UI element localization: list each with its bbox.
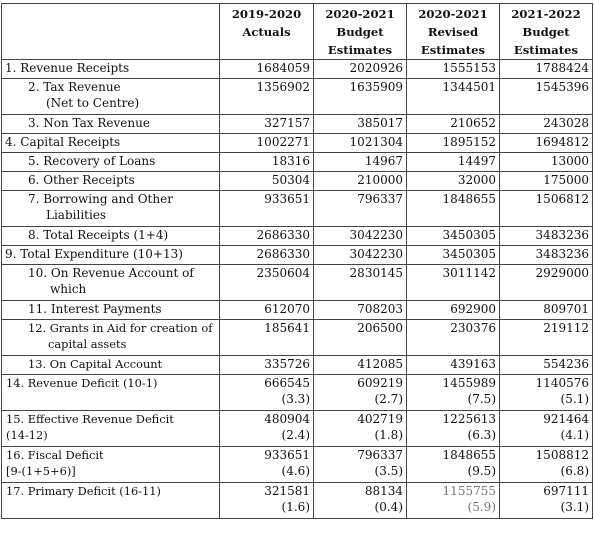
cell-value: 18316 — [220, 153, 314, 172]
cell-value: 1225613 (6.3) — [407, 411, 500, 447]
table-row-other-receipts — [2, 172, 593, 191]
cell-value: 1545396 — [500, 79, 593, 115]
table-row-recovery-of-loans — [2, 153, 593, 172]
cell-value: 335726 — [220, 356, 314, 375]
header-blank-cell — [2, 4, 220, 60]
cell-value: 439163 — [407, 356, 500, 375]
table-row-capital-account — [2, 356, 593, 375]
table-row-interest-payments — [2, 301, 593, 320]
cell-value: 708203 — [314, 301, 407, 320]
table-row-capital-receipts — [2, 134, 593, 153]
cell-value: 13000 — [500, 153, 593, 172]
cell-value: 2686330 — [220, 246, 314, 265]
cell-value: 1848655 — [407, 191, 500, 227]
cell-value: 3042230 — [314, 227, 407, 246]
table-row-tax-revenue — [2, 79, 593, 115]
header-cell-actuals-2019-2020: 2019-2020 Actuals — [220, 4, 314, 60]
table-row-fiscal-deficit — [2, 447, 593, 483]
budget-table — [1, 3, 593, 519]
cell-value: 14967 — [314, 153, 407, 172]
table-row-primary-deficit — [2, 483, 593, 519]
cell-value: 219112 — [500, 320, 593, 356]
cell-value: 609219 (2.7) — [314, 375, 407, 411]
cell-value: 1508812 (6.8) — [500, 447, 593, 483]
cell-value: 480904 (2.4) — [220, 411, 314, 447]
cell-value: 1555153 — [407, 60, 500, 79]
header-cell-budget-2020-2021: 2020-2021 Budget Estimates — [314, 4, 407, 60]
cell-value: 1344501 — [407, 79, 500, 115]
cell-value: 1895152 — [407, 134, 500, 153]
cell-value: 402719 (1.8) — [314, 411, 407, 447]
row-label: 7. Borrowing and Other Liabilities — [2, 191, 220, 227]
cell-value: 175000 — [500, 172, 593, 191]
table-row-grants-in-aid — [2, 320, 593, 356]
cell-value: 1021304 — [314, 134, 407, 153]
cell-value: 796337 — [314, 191, 407, 227]
cell-value: 1788424 — [500, 60, 593, 79]
cell-value: 1002271 — [220, 134, 314, 153]
cell-value: 1455989 (7.5) — [407, 375, 500, 411]
table-row-borrowing — [2, 191, 593, 227]
cell-value: 697111 (3.1) — [500, 483, 593, 519]
cell-value: 666545 (3.3) — [220, 375, 314, 411]
cell-value: 612070 — [220, 301, 314, 320]
cell-value: 32000 — [407, 172, 500, 191]
cell-value: 1155755 (5.9) — [407, 483, 500, 519]
cell-value: 1356902 — [220, 79, 314, 115]
cell-value: 2686330 — [220, 227, 314, 246]
cell-value: 3483236 — [500, 246, 593, 265]
table-row-effective-revenue-deficit — [2, 411, 593, 447]
cell-value: 1635909 — [314, 79, 407, 115]
cell-value: 385017 — [314, 115, 407, 134]
cell-value: 327157 — [220, 115, 314, 134]
row-label: 13. On Capital Account — [2, 356, 220, 375]
row-label: 8. Total Receipts (1+4) — [2, 227, 220, 246]
cell-value: 88134 (0.4) — [314, 483, 407, 519]
cell-value: 210000 — [314, 172, 407, 191]
table-row-total-expenditure — [2, 246, 593, 265]
table-row-revenue-deficit — [2, 375, 593, 411]
cell-value: 321581 (1.6) — [220, 483, 314, 519]
header-cell-budget-2021-2022: 2021-2022 Budget Estimates — [500, 4, 593, 60]
row-label: 1. Revenue Receipts — [2, 60, 220, 79]
row-label: 15. Effective Revenue Deficit (14-12) — [2, 411, 220, 447]
cell-value: 3450305 — [407, 227, 500, 246]
row-label: 6. Other Receipts — [2, 172, 220, 191]
cell-value: 2929000 — [500, 265, 593, 301]
cell-value: 1140576 (5.1) — [500, 375, 593, 411]
cell-value: 2830145 — [314, 265, 407, 301]
cell-value: 1684059 — [220, 60, 314, 79]
table-row-non-tax-revenue — [2, 115, 593, 134]
cell-value: 3011142 — [407, 265, 500, 301]
table-row-revenue-account — [2, 265, 593, 301]
cell-value: 14497 — [407, 153, 500, 172]
row-label: 11. Interest Payments — [2, 301, 220, 320]
cell-value: 2350604 — [220, 265, 314, 301]
cell-value: 3450305 — [407, 246, 500, 265]
cell-value: 185641 — [220, 320, 314, 356]
row-label: 9. Total Expenditure (10+13) — [2, 246, 220, 265]
cell-value: 243028 — [500, 115, 593, 134]
cell-value: 809701 — [500, 301, 593, 320]
cell-value: 2020926 — [314, 60, 407, 79]
cell-value: 921464 (4.1) — [500, 411, 593, 447]
header-cell-revised-2020-2021: 2020-2021 Revised Estimates — [407, 4, 500, 60]
cell-value: 230376 — [407, 320, 500, 356]
cell-value: 50304 — [220, 172, 314, 191]
cell-value: 933651 — [220, 191, 314, 227]
row-label: 17. Primary Deficit (16-11) — [2, 483, 220, 519]
row-label: 14. Revenue Deficit (10-1) — [2, 375, 220, 411]
cell-value: 210652 — [407, 115, 500, 134]
cell-value: 1848655 (9.5) — [407, 447, 500, 483]
row-label: 16. Fiscal Deficit [9-(1+5+6)] — [2, 447, 220, 483]
cell-value: 554236 — [500, 356, 593, 375]
row-label: 3. Non Tax Revenue — [2, 115, 220, 134]
cell-value: 412085 — [314, 356, 407, 375]
cell-value: 933651 (4.6) — [220, 447, 314, 483]
cell-value: 3042230 — [314, 246, 407, 265]
cell-value: 1694812 — [500, 134, 593, 153]
cell-value: 796337 (3.5) — [314, 447, 407, 483]
cell-value: 206500 — [314, 320, 407, 356]
cell-value: 692900 — [407, 301, 500, 320]
table-row-total-receipts — [2, 227, 593, 246]
row-label: 5. Recovery of Loans — [2, 153, 220, 172]
row-label: 4. Capital Receipts — [2, 134, 220, 153]
header-row — [2, 4, 593, 60]
table-row-revenue-receipts — [2, 60, 593, 79]
cell-value: 1506812 — [500, 191, 593, 227]
row-label: 12. Grants in Aid for creation of capital assets — [2, 320, 220, 356]
row-label: 10. On Revenue Account of which — [2, 265, 220, 301]
cell-value: 3483236 — [500, 227, 593, 246]
row-label: 2. Tax Revenue (Net to Centre) — [2, 79, 220, 115]
